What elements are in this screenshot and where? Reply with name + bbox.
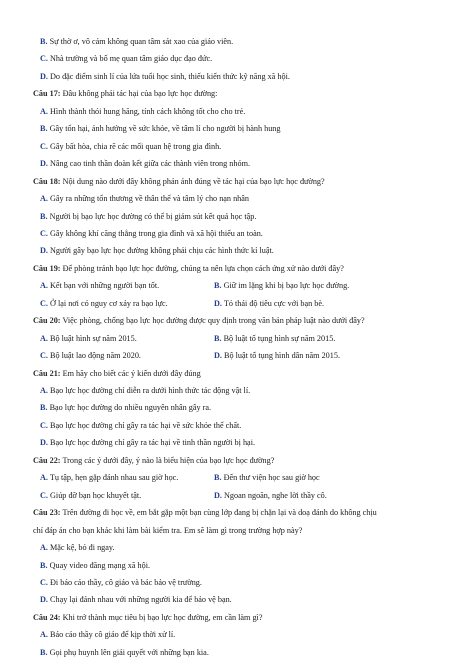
option-letter: C. bbox=[40, 351, 48, 361]
option-text: Bạo lực học đường chỉ gây ra tác hại về tinh thần người bị hại. bbox=[50, 438, 256, 448]
option-text: Giúp đỡ bạn học khuyết tật. bbox=[50, 490, 142, 500]
answer-option bbox=[40, 403, 211, 413]
answer-option bbox=[40, 334, 137, 344]
answer-option bbox=[40, 54, 212, 64]
question-text: Trong các ý dưới đây, ý nào là biểu hiện của bạo lực học đường? bbox=[62, 455, 275, 465]
answer-option bbox=[40, 124, 281, 134]
answer-option bbox=[40, 386, 250, 396]
answer-option bbox=[40, 299, 168, 309]
question-number: Câu 23: bbox=[33, 508, 61, 518]
option-text: Quay video đăng mạng xã hội. bbox=[49, 560, 151, 570]
answer-option bbox=[40, 595, 232, 605]
answer-option bbox=[214, 281, 349, 291]
option-letter: B. bbox=[40, 560, 48, 570]
option-text: Bộ luật tố tụng hình dân năm 2015. bbox=[224, 351, 340, 361]
option-letter: B. bbox=[40, 647, 48, 657]
answer-option bbox=[40, 491, 141, 501]
option-letter: C. bbox=[40, 577, 48, 587]
answer-option bbox=[214, 299, 324, 309]
option-text: Giữ im lặng khi bị bạo lực học đường. bbox=[223, 281, 350, 291]
answer-option bbox=[40, 194, 249, 204]
option-text: Sự thờ ơ, vô cảm không quan tâm sát xao của giáo viên. bbox=[49, 37, 234, 46]
option-text: Ở lại nơi có nguy cơ xảy ra bạo lực. bbox=[50, 298, 168, 308]
option-text: Người bị bạo lực học đường có thể bị giảm sút kết quả học tập. bbox=[49, 211, 257, 221]
option-text: Đến thư viện học sau giờ học bbox=[223, 473, 320, 483]
option-letter: A. bbox=[40, 630, 48, 640]
option-letter: D. bbox=[40, 595, 48, 605]
option-letter: D. bbox=[214, 490, 222, 500]
option-text: Bộ luật hình sự năm 2015. bbox=[50, 333, 137, 343]
question-line bbox=[33, 316, 365, 326]
option-letter: A. bbox=[40, 194, 48, 204]
option-letter: A. bbox=[40, 333, 48, 343]
answer-option bbox=[40, 229, 263, 239]
answer-option bbox=[214, 491, 327, 501]
option-letter: A. bbox=[40, 281, 48, 291]
option-letter: A. bbox=[40, 386, 48, 395]
option-letter: D. bbox=[40, 71, 48, 81]
option-text: Bạo lực học đường do nhiều nguyên nhân gây ra. bbox=[49, 403, 212, 413]
option-text: Do đặc điểm sinh lí của lứa tuổi học sinh, thiếu kiến thức kỹ năng xã hội. bbox=[50, 71, 290, 81]
option-letter: A. bbox=[40, 543, 48, 553]
answer-option bbox=[40, 159, 250, 169]
option-text: Gây không khí căng thẳng trong gia đình và xã hội thiếu an toàn. bbox=[50, 228, 263, 238]
option-text: Hình thành thói hung hăng, tính cách không tốt cho cho trẻ. bbox=[50, 106, 246, 116]
option-letter: D. bbox=[40, 159, 48, 169]
answer-option bbox=[214, 473, 320, 483]
option-letter: A. bbox=[40, 473, 48, 483]
option-text: Bạo lực học đường chỉ gây ra tác hại về sức khỏe thể chất. bbox=[50, 420, 242, 430]
option-text: Chạy lại đánh nhau với những người kia để bảo vệ bạn. bbox=[50, 595, 232, 605]
option-text: Tỏ thái độ tiêu cực với bạn bè. bbox=[223, 298, 325, 308]
option-text: Gây bất hòa, chia rẽ các mối quan hệ trong gia đình. bbox=[50, 141, 222, 151]
option-text: Ngoan ngoãn, nghe lời thầy cô. bbox=[224, 490, 327, 500]
question-text: Để phòng tránh bạo lực học đường, chúng ta nên lựa chọn cách ứng xử nào dưới đây? bbox=[62, 263, 344, 273]
question-text: Đâu không phải tác hại của bạo lực học đường: bbox=[62, 89, 218, 99]
option-letter: B. bbox=[214, 333, 222, 343]
option-text: Đi báo cáo thầy, cô giáo và bác bảo vệ trường. bbox=[50, 577, 202, 587]
answer-option bbox=[40, 630, 175, 640]
answer-option bbox=[40, 351, 141, 361]
option-text: Bộ luật tố tụng hình sự năm 2015. bbox=[223, 333, 336, 343]
option-text: Gây tổn hại, ảnh hưởng về sức khỏe, về tâm lí cho người bị hành hung bbox=[49, 124, 281, 134]
answer-option bbox=[40, 37, 233, 47]
question-number: Câu 17: bbox=[33, 89, 61, 99]
question-line bbox=[33, 508, 377, 518]
question-number: Câu 19: bbox=[33, 263, 61, 273]
option-letter: B. bbox=[214, 281, 222, 291]
question-number: Câu 22: bbox=[33, 455, 61, 465]
answer-option bbox=[214, 334, 335, 344]
question-text: Em hãy cho biết các ý kiến dưới đây đúng bbox=[62, 368, 201, 378]
question-line bbox=[33, 369, 201, 379]
answer-option bbox=[40, 72, 290, 82]
answer-option bbox=[40, 281, 159, 291]
answer-option bbox=[40, 473, 178, 483]
option-text: Báo cáo thầy cô giáo để kịp thời xử lí. bbox=[50, 630, 176, 640]
option-letter: C. bbox=[40, 54, 48, 64]
option-letter: C. bbox=[40, 490, 48, 500]
option-letter: B. bbox=[40, 124, 48, 134]
question-number: Câu 20: bbox=[33, 316, 61, 326]
question-number: Câu 21: bbox=[33, 368, 61, 378]
answer-option bbox=[40, 212, 256, 222]
question-line bbox=[33, 89, 217, 99]
option-text: Nhà trường và bố mẹ quan tâm giáo dục đạo đức. bbox=[50, 54, 213, 64]
answer-option bbox=[40, 543, 115, 553]
question-text-continued: chỉ đáp án cho bạn khác khi làm bài kiểm tra. Em sẽ làm gì trong trường hợp này? bbox=[33, 525, 303, 535]
option-letter: D. bbox=[214, 298, 222, 308]
option-text: Bộ luật lao động năm 2020. bbox=[50, 351, 141, 361]
option-letter: C. bbox=[40, 141, 48, 151]
question-line bbox=[33, 456, 274, 466]
option-text: Gây ra những tổn thương về thân thể và tâm lý cho nạn nhân bbox=[50, 194, 249, 204]
option-letter: C. bbox=[40, 420, 48, 430]
option-letter: D. bbox=[214, 351, 222, 361]
answer-option bbox=[40, 107, 245, 117]
option-letter: B. bbox=[40, 403, 48, 413]
option-letter: D. bbox=[40, 438, 48, 448]
question-number: Câu 18: bbox=[33, 176, 61, 186]
option-text: Mặc kệ, bỏ đi ngay. bbox=[50, 543, 115, 553]
answer-option bbox=[214, 351, 340, 361]
option-text: Gọi phụ huynh lên giải quyết với những bạn kia. bbox=[49, 647, 209, 657]
option-text: Kết bạn với những người bạn tốt. bbox=[50, 281, 160, 291]
answer-option bbox=[40, 578, 202, 588]
option-letter: B. bbox=[40, 211, 48, 221]
question-number: Câu 24: bbox=[33, 612, 61, 622]
option-letter: C. bbox=[40, 298, 48, 308]
option-letter: B. bbox=[40, 37, 48, 46]
question-line bbox=[33, 613, 262, 623]
answer-option bbox=[40, 561, 150, 571]
option-text: Tụ tập, hẹn gặp đánh nhau sau giờ học. bbox=[49, 473, 179, 483]
option-letter: C. bbox=[40, 228, 48, 238]
question-text: Việc phòng, chống bạo lực học đường được quy định trong văn bản pháp luật nào dưới đây? bbox=[62, 316, 365, 326]
question-text: Trên đường đi học về, em bắt gặp một bạn cùng lớp đang bị chặn lại và doạ đánh do không chịu bbox=[62, 508, 377, 518]
answer-option bbox=[40, 438, 255, 448]
question-line bbox=[33, 264, 344, 274]
option-letter: B. bbox=[214, 473, 222, 483]
question-line bbox=[33, 177, 325, 187]
question-text: Khi trở thành mục tiêu bị bạo lực học đường, em cần làm gì? bbox=[62, 612, 263, 622]
option-letter: A. bbox=[40, 106, 48, 116]
answer-option bbox=[40, 421, 241, 431]
answer-option bbox=[40, 648, 209, 658]
answer-option bbox=[40, 246, 274, 256]
option-text: Người gây bạo lực học đường không phải chịu các hình thức kỉ luật. bbox=[50, 246, 274, 256]
option-text: Bạo lực học đường chỉ diễn ra dưới hình thức tác động vật lí. bbox=[50, 386, 251, 395]
answer-option bbox=[40, 142, 221, 152]
option-text: Nâng cao tinh thần đoàn kết giữa các thành viên trong nhóm. bbox=[50, 159, 250, 169]
option-letter: D. bbox=[40, 246, 48, 256]
question-text: Nội dung nào dưới đây không phản ánh đúng về tác hại của bạo lực học đường? bbox=[62, 176, 325, 186]
